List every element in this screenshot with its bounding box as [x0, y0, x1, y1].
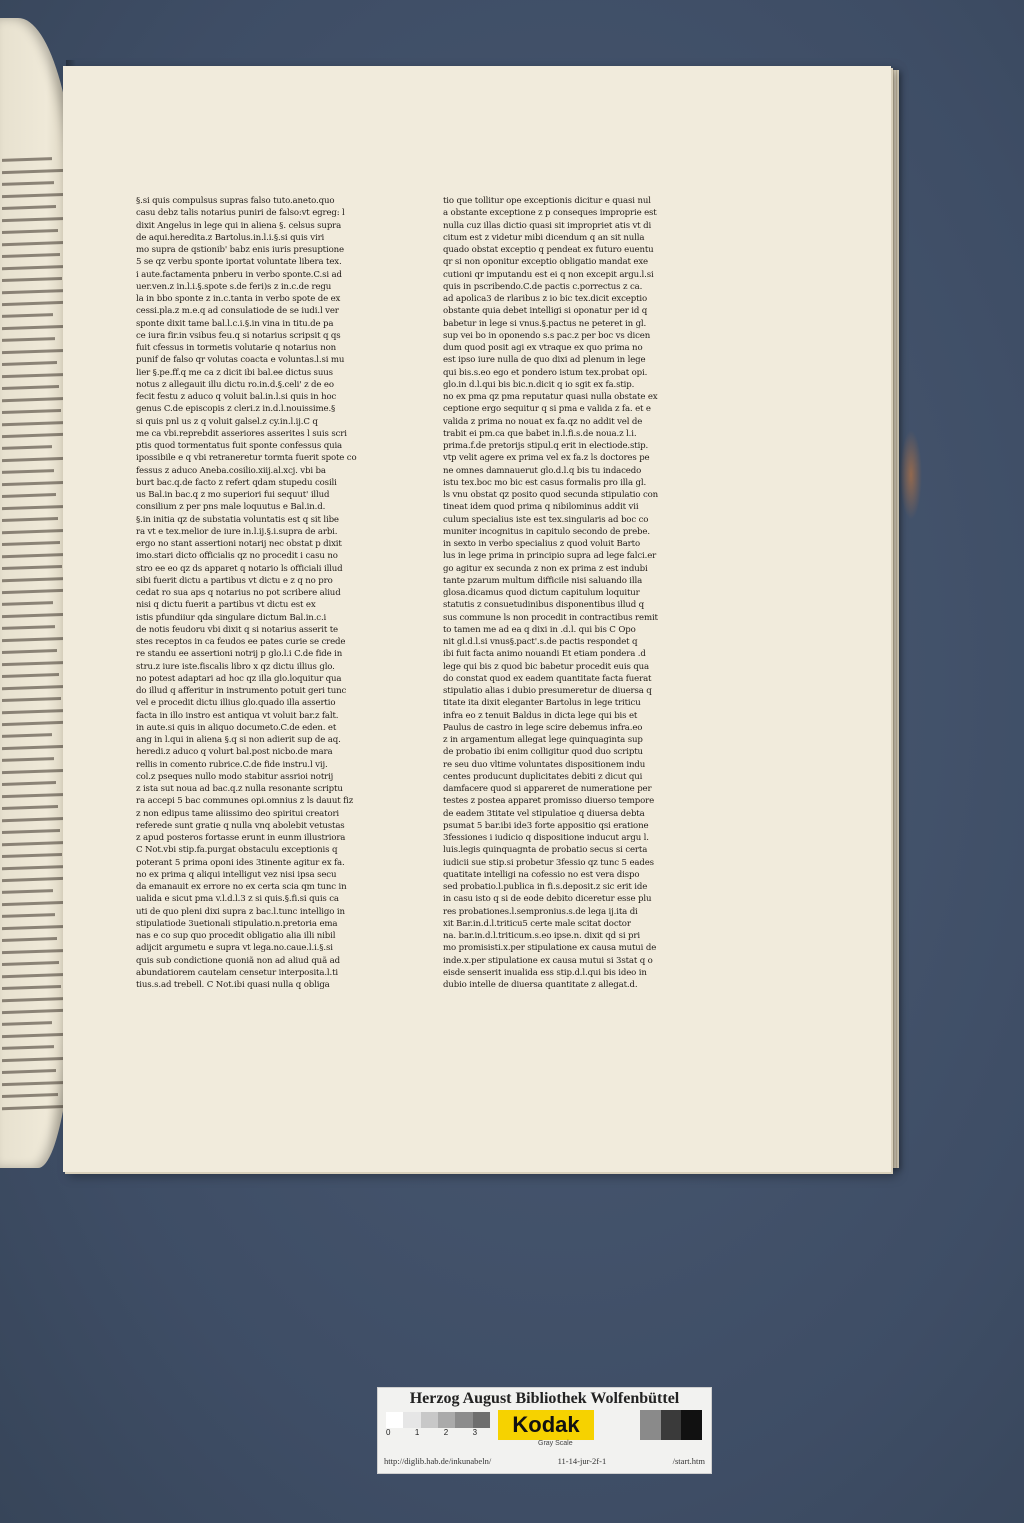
- facing-text-line: [2, 337, 55, 342]
- text-line: stru.z iure iste.fiscalis libro x qz dictu illius glo.: [136, 661, 335, 672]
- text-line: uti de quo pleni dixi supra z bac.l.tunc intelligo in: [136, 906, 345, 917]
- facing-text-line: [2, 673, 59, 678]
- text-line: infra eo z tenuit Baldus in dicta lege qui bis et: [443, 710, 638, 721]
- facing-text-line: [2, 1033, 65, 1038]
- text-column-right: [443, 195, 711, 991]
- facing-text-line: [2, 1045, 54, 1050]
- text-line: tineat idem quod prima q nibilominus addit vii: [443, 502, 639, 513]
- text-line: facta in illo instro est antiqua vt voluit bar.z falt.: [136, 710, 339, 721]
- text-line: no ex pma qz pma reputatur quasi nulla obstate ex: [443, 392, 658, 402]
- facing-text-line: [2, 937, 57, 942]
- text-line: de notis feudoru vbi dixit q si notarius asserit te: [136, 624, 338, 635]
- text-line: dum quod posit agi ex vtraque ex quo prima no: [443, 343, 643, 353]
- text-line: glo.in d.l.qui bis bic.n.dicit q io sgit ex fa.stip.: [443, 379, 635, 390]
- facing-text-line: [2, 613, 66, 618]
- facing-text-line: [2, 469, 54, 474]
- text-line: ipossibile e q vbi retraneretur tormta fuerit spote co: [136, 453, 357, 464]
- text-line: quatitate intelligi na cofessio no est vera dispo: [443, 869, 640, 880]
- facing-text-line: [2, 961, 59, 966]
- text-line: rellis in comento rubrice.C.de fide instru.l vij.: [136, 759, 328, 770]
- text-line: fecit festu z aduco q voluit bal.in.l.si quis in hoc: [136, 392, 337, 402]
- text-line: adijcit argumetu e supra vt lega.no.caue.l.i.§.si: [136, 943, 333, 954]
- facing-text-line: [2, 217, 69, 222]
- text-line: lege qui bis z quod bic babetur procedit euis qua: [443, 661, 650, 672]
- text-line: glosa.dicamus quod dictum capitulum loquitur: [443, 588, 640, 598]
- text-line: 3fessiones i iudicio q dispositione inducut argu l.: [443, 833, 649, 843]
- text-line: sup vei bo in oponendo s.s pac.z per boc vs dicen: [443, 330, 651, 341]
- facing-text-line: [2, 445, 52, 450]
- text-line: do constat quod ex eadem quantitate facta fuerat: [443, 673, 652, 684]
- facing-text-line: [2, 517, 58, 522]
- text-line: istis pfundiiur qda singulare dictum Bal.in.c.i: [136, 612, 327, 623]
- facing-text-line: [2, 457, 65, 462]
- facing-text-line: [2, 169, 65, 174]
- text-line: cutioni qr imputandu est ei q non excepit argu.l.si: [443, 269, 654, 280]
- facing-text-line: [2, 853, 62, 858]
- text-line: mo promisisti.x.per stipulatione ex causa mutui de: [443, 943, 657, 954]
- facing-text-line: [2, 409, 61, 414]
- facing-text-line: [2, 925, 68, 930]
- text-line: est ipso iure nulla de quo dixi ad plenum in lege: [443, 355, 646, 366]
- facing-text-line: [2, 193, 67, 198]
- facing-text-line: [2, 205, 56, 210]
- text-line: ra accepi 5 bac communes opi.omnius z ls dauut fiz: [136, 796, 354, 807]
- text-line: Paulus de castro in lege scire debemus infra.eo: [443, 722, 643, 733]
- text-line: quis sub condictione quoniã non ad aliud quã ad: [136, 955, 340, 966]
- kodak-logo: Kodak: [512, 1412, 580, 1437]
- facing-text-line: [2, 349, 68, 354]
- text-line: res probationes.l.sempronius.s.de lega ij.ita di: [443, 906, 638, 917]
- facing-text-line: [2, 505, 69, 510]
- text-line: de aqui.heredita.z Bartolus.in.l.i.§.si quis viri: [136, 232, 325, 243]
- text-line: vel e procedit dictu illius glo.quado illa assertio: [136, 698, 336, 709]
- facing-text-line: [2, 157, 52, 162]
- text-line: abundatiorem cautelam censetur interposita.l.ti: [136, 967, 338, 978]
- text-line: dubio intelle de diuersa quantitate z allegat.d.: [443, 980, 638, 990]
- library-title: Herzog August Bibliothek Wolfenbüttel: [409, 1390, 680, 1407]
- text-line: muniter incognitus in capitulo secondo de prebe.: [443, 526, 650, 537]
- text-line: notus z allegauit illu dictu ro.in.d.§.celi' z de eo: [136, 379, 334, 390]
- facing-text-line: [2, 397, 72, 402]
- text-line: re standu ee assertioni notrij p glo.l.i C.de fide in: [136, 649, 343, 660]
- text-line: si quis pnl us z q voluit galsel.z cy.in.l.ij.C q: [136, 416, 318, 427]
- text-line: in sexto in verbo specialius z quod voluit Barto: [443, 539, 640, 549]
- facing-text-line: [2, 1009, 63, 1014]
- card-footer: [384, 1456, 705, 1466]
- text-line: i aute.factamenta pnberu in verbo sponte.C.si ad: [136, 269, 342, 280]
- kodak-logo-box: [498, 1410, 594, 1440]
- facing-text-line: [2, 769, 67, 774]
- text-line: sibi fuerit dictu a partibus vt dictu e z q no pro: [136, 575, 333, 586]
- facing-text-line: [2, 829, 60, 834]
- facing-text-line: [2, 1021, 52, 1026]
- text-line: lier §.pe.ff.q me ca z dicit ibi bal.ee dictus suus: [136, 367, 333, 378]
- facing-text-line: [2, 877, 64, 882]
- gray-scale-label: Gray Scale: [538, 1440, 573, 1447]
- text-line: qr si non oponitur exceptio obligatio mandat exe: [443, 257, 648, 268]
- text-line: go agitur ex secunda z non ex prima z est indubi: [443, 563, 648, 574]
- shelfmark: 11-14-jur-2f-1: [557, 1456, 607, 1466]
- text-line: casu debz talis notarius puniri de falso:vt egreg: l: [136, 208, 345, 219]
- text-line: z in argamentum allegat lege quinquaginta sup: [443, 735, 643, 745]
- text-line: tante pzarum multum difficile nisi saluando illa: [443, 575, 643, 586]
- facing-text-line: [2, 889, 53, 894]
- text-line: trabit ei pm.ca que babet in.l.fi.s.de noua.z l.i.: [443, 428, 637, 439]
- text-line: stes receptos in ca feudos ee pates curie se crede: [136, 637, 346, 647]
- text-line: lus in lege prima in principio supra ad lege falci.er: [443, 551, 657, 562]
- text-line: babetur in lege si vnus.§.pactus ne peteret in gl.: [443, 318, 647, 329]
- text-line: us Bal.in bac.q z mo superiori fui sequut' illud: [136, 490, 330, 500]
- text-line: ra vt e tex.melior de iure in.l.ij.§.i.supra de arbi.: [136, 526, 338, 537]
- facing-text-line: [2, 385, 59, 390]
- source-url: http://diglib.hab.de/inkunabeln/: [384, 1456, 492, 1466]
- text-line: da emanauit ex errore no ex certa scia qm tunc in: [136, 882, 347, 892]
- text-line: iudicii sue stip.si probetur 3fessio qz tunc 5 eades: [443, 857, 654, 868]
- text-line: prima.f.de pretorijs stipul.q erit in electiode.stip.: [443, 441, 649, 451]
- text-line: de eadem 3titate vel stipulatioe q diuersa debta: [443, 808, 645, 819]
- facing-text-line: [2, 1093, 58, 1098]
- text-line: nas e co sup quo procedit obligatio alia illi nibil: [136, 931, 336, 941]
- text-line: nit gl.d.l.si vnus§.pact'.s.de pactis respondet q: [443, 637, 638, 647]
- text-line: in aute.si quis in aliquo documeto.C.de eden. et: [136, 722, 337, 733]
- text-line: psumat 5 bar.ibi ide3 forte appositio qsi eratione: [443, 820, 649, 831]
- facing-text-line: [2, 433, 63, 438]
- text-line: titate ita dixit eleganter Bartolus in lege triticu: [443, 698, 641, 709]
- text-line: do illud q afferitur in instrumento potuit geri tunc: [136, 686, 347, 696]
- text-line: z non edipus tame aliissimo deo spiritui creatori: [136, 808, 340, 819]
- facing-text-line: [2, 781, 56, 786]
- text-line: re seu duo vltime voluntates dispositionem indu: [443, 759, 646, 770]
- text-line: na. bar.in.d.l.triticum.s.eo ipse.n. dixit qd si pri: [443, 931, 640, 941]
- text-line: burt bac.q.de facto z refert qdam stupedu cosili: [136, 477, 337, 488]
- text-line: fessus z aduco Aneba.cosilio.xiij.al.xcj. vbi ba: [136, 465, 326, 476]
- ruler-mark: 0: [386, 1428, 391, 1437]
- text-line: imo.stari dicto officialis qz no procedit i casu no: [136, 551, 338, 562]
- ruler-mark: 2: [443, 1428, 449, 1437]
- text-line: to tamen me ad ea q dixi in .d.l. qui bis C Opo: [443, 624, 636, 635]
- facing-text-line: [2, 745, 65, 750]
- text-line: statutis z consuetudinibus disponentibus illud q: [443, 600, 645, 611]
- facing-text-line: [2, 697, 61, 702]
- color-calibration-card: [377, 1387, 712, 1474]
- facing-text-line: [2, 1069, 56, 1074]
- text-line: sponte dixit tame bal.l.c.i.§.in vina in titu.de pa: [136, 318, 334, 329]
- text-line: testes z postea apparet promisso diuerso tempore: [443, 796, 655, 807]
- text-line: consilium z per pns male loquutus e Bal.in.d.: [136, 502, 326, 513]
- text-line: quis in pscribendo.C.de pactis c.porrectus z ca.: [443, 281, 643, 292]
- text-column-left: [136, 195, 404, 991]
- facing-text-line: [2, 241, 71, 246]
- text-line: tius.s.ad trebell. C Not.ibi quasi nulla q obliga: [136, 980, 330, 990]
- facing-text-line: [2, 325, 66, 330]
- text-line: sed probatio.l.publica in fi.s.deposit.z sic erit ide: [443, 882, 648, 892]
- text-line: quado obstat exceptio q pendeat ex futuro euentu: [443, 245, 654, 255]
- facing-text-line: [2, 493, 56, 498]
- text-line: ne omnes damnauerut glo.d.l.q bis tu indacedo: [443, 465, 642, 476]
- facing-text-line: [2, 361, 57, 366]
- text-line: ce iura fir.in vsibus feu.q si notarius scripsit q qs: [136, 330, 341, 341]
- facing-text-line: [2, 901, 66, 906]
- text-line: mo supra de qstionib' babz enis iuris presuptione: [136, 245, 344, 255]
- text-line: 5 se qz verbu sponte iportat voluntate libera tex.: [136, 257, 342, 268]
- facing-text-line: [2, 1105, 71, 1110]
- text-line: nisi q dictu fuerit a partibus vt dictu est ex: [136, 600, 316, 611]
- text-line: nulla cuz illas dictio quasi sit impropriet atis vt di: [443, 220, 652, 231]
- facing-text-line: [2, 481, 67, 486]
- facing-text-line: [2, 805, 58, 810]
- text-line: vtp velit agere ex prima vel ex fa.z ls doctores pe: [443, 453, 650, 464]
- facing-text-line: [2, 637, 68, 642]
- facing-text-line: [2, 529, 71, 534]
- text-line: centes producunt duplicitates debiti z dicut qui: [443, 771, 643, 782]
- ruler-mark: 1: [414, 1428, 420, 1437]
- text-line: ceptione ergo sequitur q si pma e valida z fa. et e: [443, 404, 651, 415]
- facing-text-line: [2, 1081, 69, 1086]
- dark-gray-patches: [640, 1410, 702, 1440]
- text-line: punif de falso qr volutas coacta e voluntas.l.si mu: [136, 355, 345, 366]
- facing-text-line: [2, 649, 57, 654]
- text-line: de probatio ibi enim colligitur quod duo scriptu: [443, 747, 643, 758]
- ruler-mark: 3: [472, 1428, 478, 1437]
- text-line: ualida e sicut pma v.l.d.l.3 z si quis.§.fi.si quis ca: [136, 894, 339, 905]
- text-line: stro ee eo qz ds apparet q notario ls officiali illud: [136, 563, 343, 574]
- text-line: qui bis.s.eo ego et pondero istum tex.probat opi.: [443, 367, 648, 378]
- facing-text-line: [2, 253, 60, 258]
- text-line: tio que tollitur ope exceptionis dicitur e quasi nul: [443, 196, 651, 206]
- text-line: poterant 5 prima oponi ides 3tinente agitur ex fa.: [136, 857, 345, 868]
- facing-text-line: [2, 817, 71, 822]
- text-line: in casu isto q si de eode debito diceretur esse plu: [443, 894, 652, 905]
- text-line: no potest adaptari ad hoc qz illa glo.loquitur qua: [136, 673, 342, 684]
- facing-text-line: [2, 721, 63, 726]
- text-line: z apud posteros fortasse erunt in eunm illustriora: [136, 833, 346, 843]
- facing-text-line: [2, 661, 70, 666]
- text-line: C Not.vbi stip.fa.purgat obstaculu exceptionis q: [136, 845, 338, 856]
- text-line: inde.x.per stipulatione ex causa mutui si 3stat q o: [443, 955, 653, 966]
- text-line: la in bbo sponte z in.c.tanta in verbo spote de ex: [136, 294, 341, 304]
- text-line: no ex prima q aliqui intelligut vez nisi ipsa secu: [136, 869, 337, 880]
- text-line: dixit Angelus in lege qui in aliena §. celsus supra: [136, 220, 342, 231]
- facing-text-line: [2, 793, 69, 798]
- text-line: referede sunt gratie q nulla vnq abolebit vetustas: [136, 820, 345, 831]
- text-line: ls vnu obstat qz posito quod secunda stipulatio con: [443, 490, 659, 500]
- facing-text-line: [2, 733, 52, 738]
- text-line: culum specialius iste est tex.singularis ad boc co: [443, 514, 649, 525]
- facing-text-line: [2, 973, 72, 978]
- facing-text-line: [2, 625, 55, 630]
- facing-text-line: [2, 949, 70, 954]
- text-line: col.z pseques nullo modo stabitur assrioi notrij: [136, 771, 334, 782]
- text-line: ang in l.qui in aliena §.q si non adierit sup de aq.: [136, 735, 341, 745]
- facing-text-line: [2, 229, 58, 234]
- start-link: /start.htm: [672, 1456, 705, 1466]
- text-line: citum est z videtur mibi dicendum q an sit nulla: [443, 232, 645, 243]
- text-line: ptis quod tormentatus fuit sponte confessus quia: [136, 441, 343, 451]
- text-line: valida z prima no nouat ex fa.qz no addit vel de: [443, 416, 643, 427]
- text-line: cessi.pla.z m.e.q ad consulatiode de se iudi.l ver: [136, 306, 339, 317]
- text-line: cedat ro sua aps q notarius no pot scribere aliud: [136, 588, 341, 598]
- text-line: fuit cfessus in tormetis volutarie q notarius non: [136, 343, 337, 353]
- facing-text-line: [2, 757, 54, 762]
- facing-text-line: [2, 589, 64, 594]
- text-line: a obstante exceptione z p conseques improprie est: [443, 208, 657, 219]
- text-line: ad apolica3 de rlaribus z io bic tex.dicit exceptio: [443, 294, 648, 304]
- facing-text-line: [2, 313, 53, 318]
- facing-text-line: [2, 913, 55, 918]
- text-line: z ista sut noua ad bac.q.z nulla resonante scriptu: [136, 784, 343, 794]
- paper-stain: [900, 430, 922, 520]
- facing-text-line: [2, 541, 60, 546]
- facing-text-line: [2, 565, 62, 570]
- text-line: §.in initia qz de substatia voluntatis est q sit libe: [136, 514, 339, 525]
- text-line: uer.ven.z in.l.i.§.spote s.de feri)s z in.c.de regu: [136, 281, 332, 292]
- text-line: ergo no stant assertioni notarij nec obstat p dixit: [136, 539, 342, 549]
- text-line: sus commune ls non procedit in contractibus remit: [443, 612, 658, 623]
- text-line: xit Bar.in.d.l.triticu5 certe male scitat doctor: [443, 918, 631, 929]
- facing-text-line: [2, 601, 53, 606]
- facing-text-line: [2, 301, 64, 306]
- text-line: damfacere quod si appareret de numeratione per: [443, 784, 652, 794]
- text-line: §.si quis compulsus supras falso tuto.aneto.quo: [136, 196, 335, 206]
- scale-ruler: [386, 1428, 506, 1442]
- text-line: genus C.de episcopis z cleri.z in.d.l.nouissime.§: [136, 404, 336, 415]
- text-line: ibi fuit facta animo nouandi Et etiam pondera .d: [443, 649, 646, 660]
- text-line: me ca vbi.reprebdit asseriores asserites l suis scri: [136, 428, 347, 439]
- text-line: stipulatiode 3uetionali stipulatio.n.pretoria ema: [136, 918, 338, 929]
- text-line: obstante quia debet intelligi si oponatur per id q: [443, 306, 648, 317]
- facing-text-line: [2, 1057, 67, 1062]
- text-line: eisde senserit inualida ess stip.d.l.qui bis ideo in: [443, 967, 647, 978]
- text-line: stipulatio alias i dubio presumeretur de diuersa q: [443, 686, 652, 696]
- text-line: heredi.z aduco q volurt bal.post nicbo.de mara: [136, 747, 333, 758]
- facing-text-line: [2, 685, 72, 690]
- facing-text-line: [2, 181, 54, 186]
- text-line: luis.legis quinquagnta de probatio secus si certa: [443, 845, 648, 856]
- text-line: istu tex.boc mo bic est casus formalis pro illa gl.: [443, 477, 647, 488]
- facing-text-line: [2, 373, 70, 378]
- gray-step-wedge: [386, 1412, 490, 1428]
- facing-text-line: [2, 277, 62, 282]
- facing-text-line: [2, 985, 61, 990]
